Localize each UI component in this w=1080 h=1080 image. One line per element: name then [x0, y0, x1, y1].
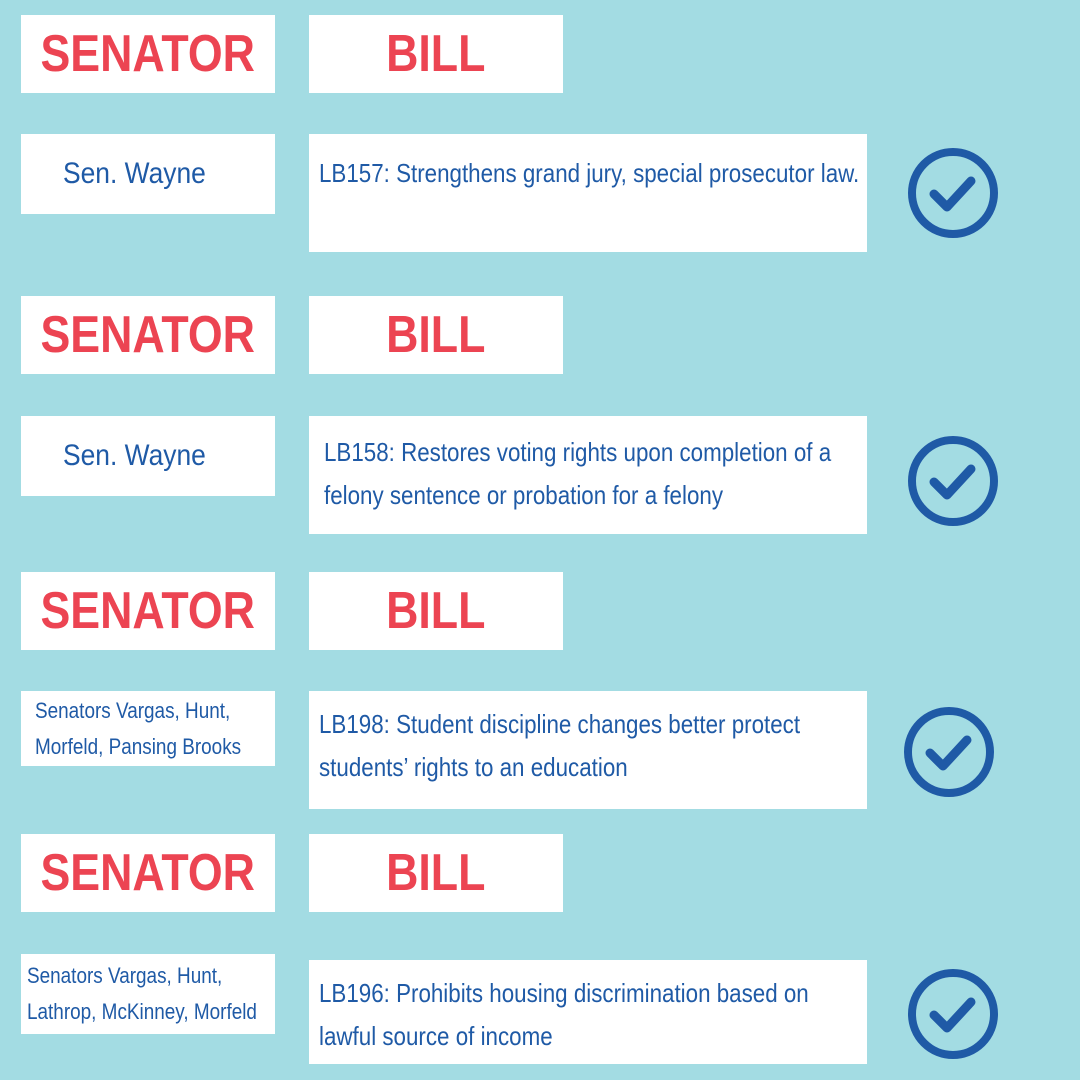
- bill-description: LB158: Restores voting rights upon completion of a felony sentence or probation for a felony: [309, 416, 867, 534]
- senator-names: Senators Vargas, Hunt, Lathrop, McKinney, Morfeld: [21, 954, 275, 1034]
- senator-names: Senators Vargas, Hunt, Morfeld, Pansing Brooks: [21, 691, 275, 766]
- check-circle-icon: [903, 706, 995, 798]
- senator-header: SENATOR: [21, 572, 275, 650]
- bill-description: LB196: Prohibits housing discrimination based on lawful source of income: [309, 960, 867, 1064]
- bill-description: LB157: Strengthens grand jury, special prosecutor law.: [309, 134, 867, 252]
- senator-name: Sen. Wayne: [21, 134, 275, 214]
- check-circle-icon: [907, 435, 999, 527]
- bill-description: LB198: Student discipline changes better protect students’ rights to an education: [309, 691, 867, 809]
- senator-name: Sen. Wayne: [21, 416, 275, 496]
- bill-header: BILL: [309, 296, 563, 374]
- senator-header: SENATOR: [21, 834, 275, 912]
- check-circle-icon: [907, 147, 999, 239]
- senator-header: SENATOR: [21, 296, 275, 374]
- bill-header: BILL: [309, 15, 563, 93]
- senator-header: SENATOR: [21, 15, 275, 93]
- bill-header: BILL: [309, 834, 563, 912]
- bill-header: BILL: [309, 572, 563, 650]
- check-circle-icon: [907, 968, 999, 1060]
